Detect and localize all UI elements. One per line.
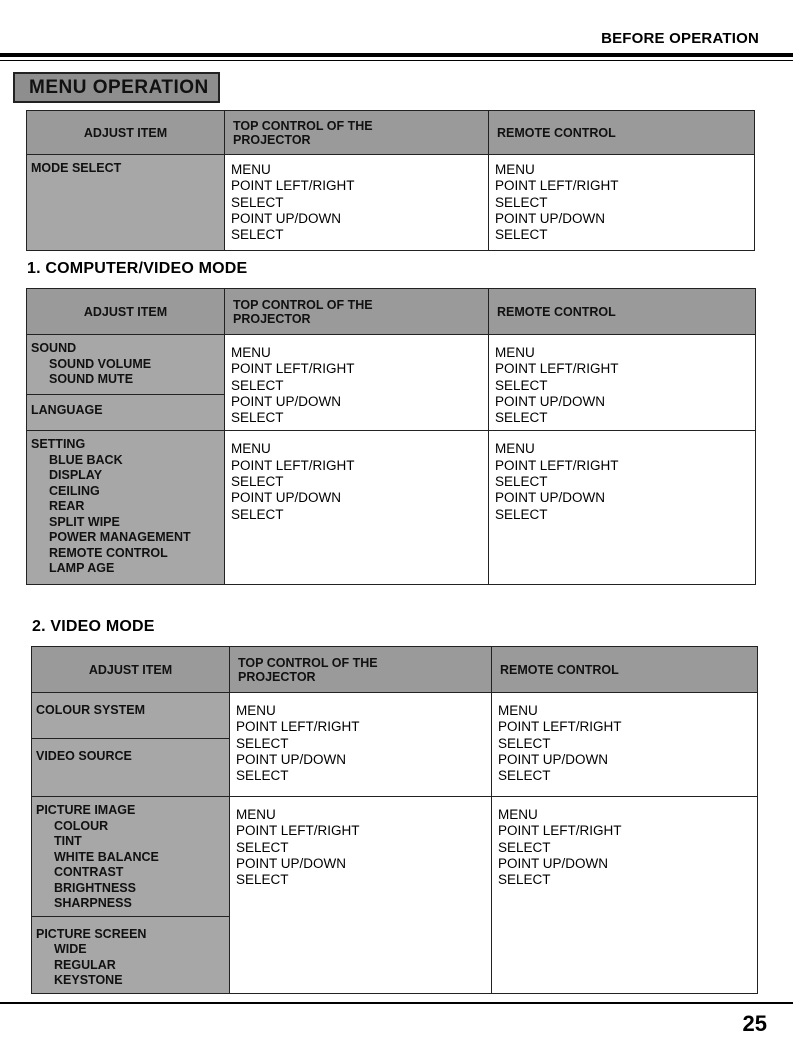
item-remote-control: REMOTE CONTROL (49, 545, 168, 560)
remote-control-cell (489, 335, 756, 431)
step: POINT UP/DOWN (495, 393, 606, 409)
header-top-control (225, 111, 489, 155)
step: POINT LEFT/RIGHT (231, 178, 355, 194)
computer-video-mode-table (26, 288, 756, 585)
step: POINT UP/DOWN (231, 490, 342, 506)
item-display: DISPLAY (49, 468, 103, 483)
step: SELECT (231, 377, 284, 393)
step: MENU (495, 162, 535, 177)
step: POINT LEFT/RIGHT (236, 823, 360, 839)
step: SELECT (498, 839, 551, 855)
step: SELECT (231, 410, 284, 426)
item-sound-volume: SOUND VOLUME (49, 356, 152, 371)
header-remote-control: REMOTE CONTROL (489, 289, 756, 335)
header-top-control-label: TOP CONTROL OF THE PROJECTOR (238, 655, 378, 684)
footer-rule (0, 1002, 793, 1004)
item-power-management: POWER MANAGEMENT (49, 530, 191, 545)
step: SELECT (498, 872, 551, 888)
item-colour-system: COLOUR SYSTEM (36, 703, 146, 717)
item-blue-back: BLUE BACK (49, 452, 123, 467)
top-control-cell (225, 155, 489, 251)
header-top-control-label: TOP CONTROL OF THE PROJECTOR (233, 118, 373, 147)
step: POINT LEFT/RIGHT (231, 361, 355, 377)
header-adjust-item: ADJUST ITEM (27, 289, 225, 335)
step: POINT LEFT/RIGHT (495, 178, 619, 194)
header-top-control (230, 647, 492, 693)
section-title-video-mode: 2. VIDEO MODE (32, 618, 155, 635)
item-brightness: BRIGHTNESS (54, 880, 136, 895)
step: MENU (498, 807, 538, 822)
step: POINT LEFT/RIGHT (498, 719, 622, 735)
item-sharpness: SHARPNESS (54, 896, 132, 910)
menu-operation-heading: MENU OPERATION (29, 77, 209, 98)
step: POINT UP/DOWN (495, 490, 606, 506)
step: SELECT (236, 839, 289, 855)
item-colour: COLOUR (54, 818, 109, 833)
top-control-cell (225, 431, 489, 585)
step: POINT UP/DOWN (236, 751, 347, 767)
adjust-item-cell (27, 155, 225, 251)
mode-select-table (26, 110, 755, 251)
page-number: 25 (742, 1011, 767, 1036)
header-top-control (225, 289, 489, 335)
item-sound-mute: SOUND MUTE (49, 372, 134, 386)
menu-operation-heading-box (13, 72, 220, 103)
remote-control-cell (492, 797, 758, 994)
adjust-item-setting (27, 431, 225, 585)
step: SELECT (231, 227, 284, 243)
top-control-cell (225, 335, 489, 431)
item-ceiling: CEILING (49, 483, 100, 498)
step: POINT UP/DOWN (236, 855, 347, 871)
video-mode-table (31, 646, 758, 994)
step: SELECT (236, 768, 289, 784)
header-rule-thin (0, 60, 793, 61)
step: SELECT (495, 377, 548, 393)
item-setting: SETTING (31, 437, 86, 452)
step: MENU (236, 807, 276, 822)
item-rear: REAR (49, 499, 85, 514)
item-lamp-age: LAMP AGE (49, 561, 115, 576)
page-header-title: BEFORE OPERATION (601, 30, 759, 47)
step: SELECT (236, 872, 289, 888)
header-adjust-item: ADJUST ITEM (27, 111, 225, 155)
step: POINT UP/DOWN (498, 751, 609, 767)
adjust-item-picture-image (32, 797, 230, 917)
top-control-cell (230, 693, 492, 797)
adjust-item-video-source (32, 739, 230, 797)
step: MENU (231, 345, 271, 360)
step: POINT UP/DOWN (495, 210, 606, 226)
step: SELECT (231, 474, 284, 490)
adjust-item-language (27, 395, 225, 431)
item-wide: WIDE (54, 942, 87, 956)
step: SELECT (231, 194, 284, 210)
remote-control-cell (489, 155, 755, 251)
item-picture-image: PICTURE IMAGE (36, 803, 136, 817)
step: POINT LEFT/RIGHT (236, 719, 360, 735)
step: POINT LEFT/RIGHT (495, 457, 619, 473)
item-tint: TINT (54, 834, 82, 848)
item-white-balance: WHITE BALANCE (54, 849, 159, 864)
item-split-wipe: SPLIT WIPE (49, 514, 120, 529)
item-regular: REGULAR (54, 957, 116, 972)
step: SELECT (231, 506, 284, 522)
step: MENU (236, 703, 276, 718)
section-title-computer-video: 1. COMPUTER/VIDEO MODE (27, 260, 248, 277)
remote-control-cell (492, 693, 758, 797)
step: SELECT (236, 735, 289, 751)
item-contrast: CONTRAST (54, 865, 124, 879)
header-rule-thick (0, 53, 793, 57)
item-video-source: VIDEO SOURCE (36, 749, 132, 763)
step: POINT LEFT/RIGHT (498, 823, 622, 839)
step: POINT UP/DOWN (231, 393, 342, 409)
adjust-item-colour-system (32, 693, 230, 739)
step: MENU (495, 441, 535, 457)
step: POINT LEFT/RIGHT (495, 361, 619, 377)
adjust-item-sound (27, 335, 225, 395)
step: MENU (495, 345, 535, 360)
header-remote-control: REMOTE CONTROL (489, 111, 755, 155)
step: POINT LEFT/RIGHT (231, 457, 355, 473)
header-top-control-label: TOP CONTROL OF THE PROJECTOR (233, 297, 373, 326)
step: MENU (231, 162, 271, 177)
remote-control-cell (489, 431, 756, 585)
step: SELECT (495, 194, 548, 210)
item-language: LANGUAGE (31, 403, 103, 418)
step: POINT UP/DOWN (498, 855, 609, 871)
step: SELECT (495, 227, 548, 243)
step: MENU (498, 703, 538, 718)
adjust-item-picture-screen (32, 916, 230, 993)
item-sound: SOUND (31, 341, 77, 355)
step: SELECT (495, 410, 548, 426)
header-adjust-item: ADJUST ITEM (32, 647, 230, 693)
item-picture-screen: PICTURE SCREEN (36, 926, 147, 941)
item-keystone: KEYSTONE (54, 973, 123, 987)
step: SELECT (498, 735, 551, 751)
top-control-cell (230, 797, 492, 994)
step: MENU (231, 441, 271, 457)
step: SELECT (495, 474, 548, 490)
adjust-item-mode-select: MODE SELECT (31, 161, 122, 175)
header-remote-control: REMOTE CONTROL (492, 647, 758, 693)
step: POINT UP/DOWN (231, 210, 342, 226)
step: SELECT (498, 768, 551, 784)
step: SELECT (495, 506, 548, 522)
